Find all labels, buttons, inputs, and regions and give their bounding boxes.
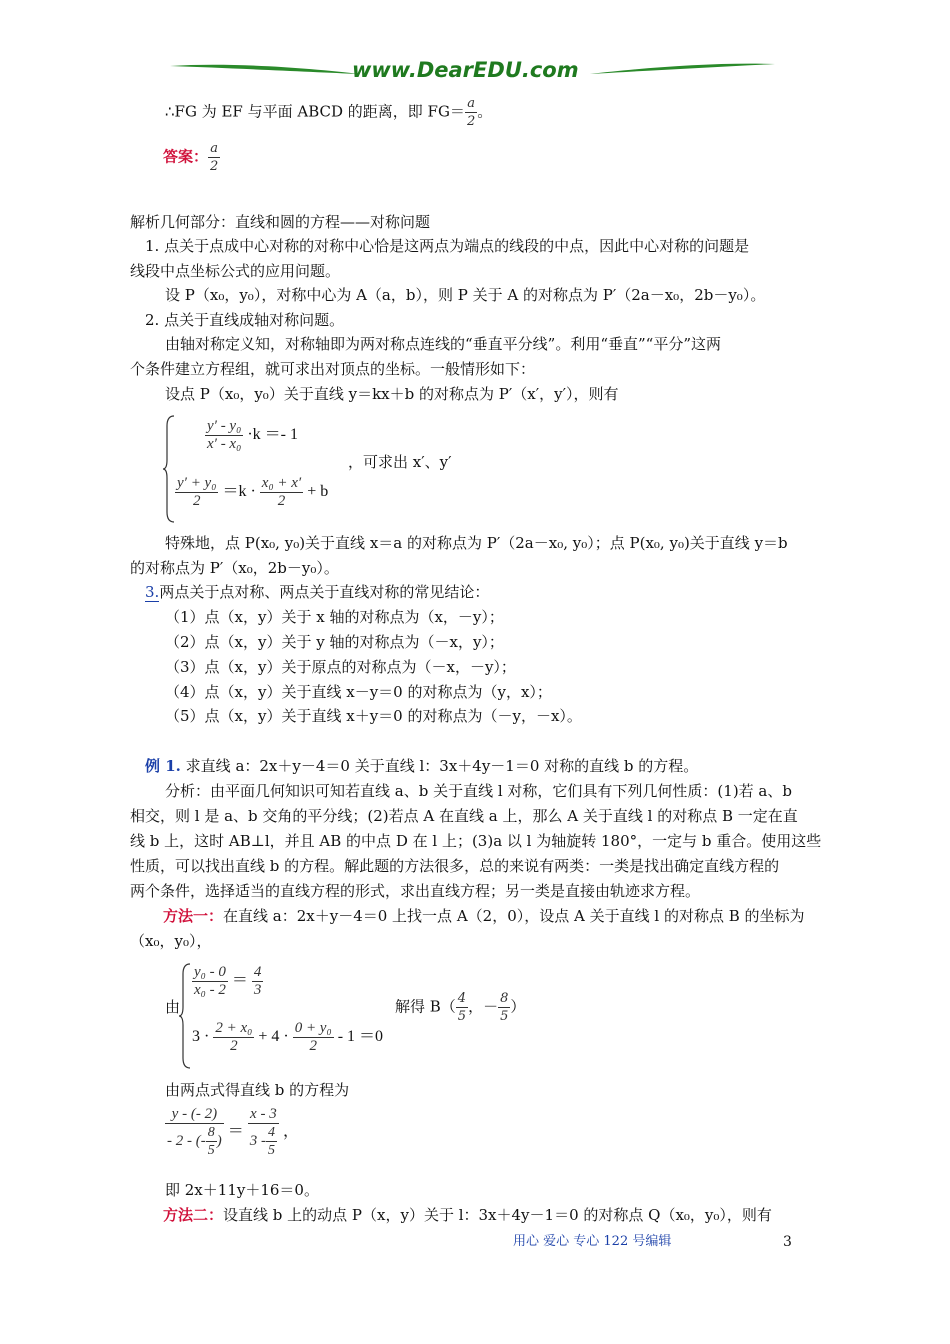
sys2-r1-n2: 4 [253, 964, 262, 980]
solve-n1: 4 [457, 991, 467, 1006]
method-2-label: 方法二： [163, 1206, 224, 1224]
header-swoosh-right [590, 64, 775, 74]
system-1-brace [162, 414, 176, 524]
sys2-r1-frac1 [192, 964, 228, 999]
sys1-r2-frac1 [175, 475, 218, 510]
tp-left-num: y - (- 2) [171, 1106, 218, 1122]
conclusion-5: （5）点（x，y）关于直线 x＋y＝0 的对称点为（－y，－x）。 [165, 707, 582, 725]
solve-d2: 5 [500, 1009, 509, 1024]
answer-label: 答案： [163, 147, 209, 166]
para-3-text: 两点关于点对称、两点关于直线对称的常见结论： [159, 583, 490, 601]
you-label: 由 [165, 998, 181, 1016]
tp-left-den-n: 8 [207, 1125, 215, 1140]
analysis-3: 线 b 上，这时 AB⊥l，并且 AB 的中点 D 在 l 上；(3)a 以 l 为轴旋转 180°，一定与 b 重合。使用这些 [130, 832, 822, 850]
sys1-r1-frac [205, 418, 243, 453]
sys2-r1-d1: x₀ - 2 [194, 982, 226, 998]
frac-num: a [467, 96, 475, 111]
para-1a: 1. 点关于点成中心对称的对称中心恰是这两点为端点的线段的中点，因此中心对称的问题是 [145, 237, 750, 255]
system-2-row-2 [192, 1020, 383, 1055]
line-fg-text: ∴FG 为 EF 与平面 ABCD 的距离，即 FG＝ [165, 102, 465, 121]
sys1-r2-mid: ＝k · [222, 483, 256, 501]
para-2d: 特殊地，点 P(x₀, y₀)关于直线 x＝a 的对称点为 P′（2a－x₀, y₀）；点 P(x₀, y₀)关于直线 y＝b [165, 534, 788, 552]
tp-right-den [248, 1123, 279, 1159]
solve-end: ） [510, 997, 526, 1016]
conclusion-1: （1）点（x，y）关于 x 轴的对称点为（x，－y）； [165, 608, 504, 626]
system-2-brace [178, 962, 192, 1070]
example-label: 例 1. [145, 757, 181, 775]
sys2-r2-d1: 2 [213, 1037, 254, 1055]
para-3 [145, 582, 489, 602]
system-1-row-1 [205, 418, 298, 453]
solve-d1: 5 [457, 1009, 467, 1024]
footer-text: 用心 爱心 专心 122 号编辑 [513, 1234, 672, 1249]
sys1-r2-n2: x₀ + x′ [261, 475, 302, 491]
site-logo-text[interactable]: www.DearEDU.com [352, 58, 579, 82]
method-2-text: 设直线 b 上的动点 P（x，y）关于 l：3x＋4y－1＝0 的对称点 Q（x₀，y₀），则有 [223, 1206, 772, 1224]
sys2-r1-n1: y₀ - 0 [194, 964, 226, 980]
tp-right-den-text: 3 - [249, 1132, 266, 1149]
tp-left-frac [165, 1106, 224, 1159]
solve-text: 解得 B（ [395, 997, 456, 1016]
sys2-r1-eq: ＝ [231, 972, 248, 990]
para-3-number: 3. [145, 583, 160, 601]
section-title: 解析几何部分：直线和圆的方程——对称问题 [130, 213, 431, 231]
sys2-r2-n1: 2 + x₀ [215, 1020, 253, 1036]
header-swoosh-left [170, 65, 360, 74]
tp-left-den-d: 5 [207, 1143, 215, 1158]
sys2-r2-d2: 2 [293, 1037, 334, 1055]
para-2e: 的对称点为 P′（x₀，2b－y₀）。 [130, 559, 339, 577]
tp-left-den-frac [206, 1124, 217, 1159]
para-2a: 由轴对称定义知，对称轴即为两对称点连线的“垂直平分线”。利用“垂直”“平分”这两 [165, 335, 722, 353]
sys2-r2-n2: 0 + y₀ [294, 1020, 332, 1036]
sys2-r1-frac2 [252, 964, 264, 999]
tp-right-num: x - 3 [250, 1106, 277, 1122]
system-1-row-2 [175, 475, 328, 510]
line-fg-end: 。 [477, 102, 493, 121]
conclusion-3: （3）点（x，y）关于原点的对称点为（－x，－y）； [165, 658, 516, 676]
example-text: 求直线 a：2x＋y－4＝0 关于直线 l：3x＋4y－1＝0 对称的直线 b 的方程。 [185, 757, 699, 775]
system-1-side-text: ，可求出 x′、y′ [348, 453, 452, 471]
solve-mid: ，－ [468, 997, 499, 1016]
answer-fraction [208, 140, 220, 175]
tp-right-den-n: 4 [268, 1125, 275, 1140]
conclusion-4: （4）点（x，y）关于直线 x－y＝0 的对称点为（y，x）； [165, 683, 552, 701]
sys2-r1-d2: 3 [253, 982, 262, 998]
sys1-r2-n1: y′ + y₀ [177, 475, 217, 491]
sys2-r2-c: - 1 ＝0 [337, 1028, 384, 1046]
frac-den: 2 [466, 114, 476, 129]
tp-right-den-frac [266, 1124, 277, 1159]
analysis-2: 相交，则 l 是 a、b 交角的平分线；(2)若点 A 在直线 a 上，那么 A 关于直线 l 的对称点 B 一定在直 [130, 807, 798, 825]
solve-line [395, 990, 525, 1025]
sys1-r1-den: x′ - x₀ [207, 436, 242, 452]
method-2 [163, 1205, 772, 1225]
method-1-text: 在直线 a：2x＋y－4＝0 上找一点 A（2，0），设点 A 关于直线 l 的对称点 B 的坐标为 [223, 907, 805, 925]
sys2-r2-a: 3 · [192, 1028, 210, 1046]
page-number: 3 [783, 1234, 792, 1250]
example-1 [145, 756, 698, 776]
solve-frac1 [456, 990, 468, 1025]
sys1-r2-d1: 2 [175, 492, 218, 510]
analysis-5: 两个条件，选择适当的直线方程的形式，求出直线方程；另一类是直接由轨迹求方程。 [130, 882, 701, 900]
answer-line [163, 140, 220, 175]
tp-right-frac [248, 1106, 279, 1159]
sys2-r2-frac2 [293, 1020, 334, 1055]
two-point-equation [165, 1106, 299, 1159]
method-1-label: 方法一： [163, 907, 224, 925]
answer-num: a [210, 141, 219, 156]
para-2: 2. 点关于直线成轴对称问题。 [145, 311, 345, 329]
result-line: 即 2x＋11y＋16＝0。 [165, 1181, 319, 1199]
tp-end: ， [283, 1123, 300, 1141]
sys1-r2-frac2 [260, 475, 303, 510]
tp-left-den [165, 1123, 224, 1159]
fraction-a-over-2 [465, 95, 477, 130]
analysis-4: 性质，可以找出直线 b 的方程。解此题的方法很多，总的来说有两类：一类是找出确定直线方程的 [130, 857, 780, 875]
para-1b: 线段中点坐标公式的应用问题。 [130, 262, 341, 280]
line-fg [165, 95, 492, 130]
analysis-1: 分析：由平面几何知识可知若直线 a、b 关于直线 l 对称，它们具有下列几何性质：(1)若 a、b [165, 782, 792, 800]
two-point-line: 由两点式得直线 b 的方程为 [165, 1081, 350, 1099]
para-2b: 个条件建立方程组，就可求出对顶点的坐标。一般情形如下： [130, 360, 536, 378]
sys1-r1-tail: ·k ＝- 1 [247, 426, 298, 444]
sys1-r1-num: y′ - y₀ [207, 418, 242, 434]
tp-left-den-end: ) [216, 1132, 222, 1149]
tp-right-den-d: 5 [268, 1143, 275, 1158]
method-1-b: （x₀，y₀）， [130, 932, 212, 950]
para-2c: 设点 P（x₀，y₀）关于直线 y＝kx＋b 的对称点为 P′（x′，y′），则有 [165, 385, 619, 403]
answer-den: 2 [210, 159, 219, 174]
para-1c: 设 P（x₀，y₀），对称中心为 A（a，b），则 P 关于 A 的对称点为 P′（2a－x₀，2b－y₀）。 [165, 286, 766, 304]
sys1-r2-d2: 2 [260, 492, 303, 510]
tp-left-den-text: - 2 - (- [167, 1132, 206, 1149]
tp-eq: ＝ [227, 1123, 244, 1141]
conclusion-2: （2）点（x，y）关于 y 轴的对称点为（－x，y）； [165, 633, 504, 651]
system-2-row-1 [192, 964, 263, 999]
method-1 [163, 906, 805, 926]
solve-frac2 [498, 990, 510, 1025]
solve-n2: 8 [500, 991, 509, 1006]
sys2-r2-frac1 [213, 1020, 254, 1055]
sys2-r2-b: + 4 · [258, 1028, 289, 1046]
sys1-r2-tail: + b [307, 483, 329, 501]
